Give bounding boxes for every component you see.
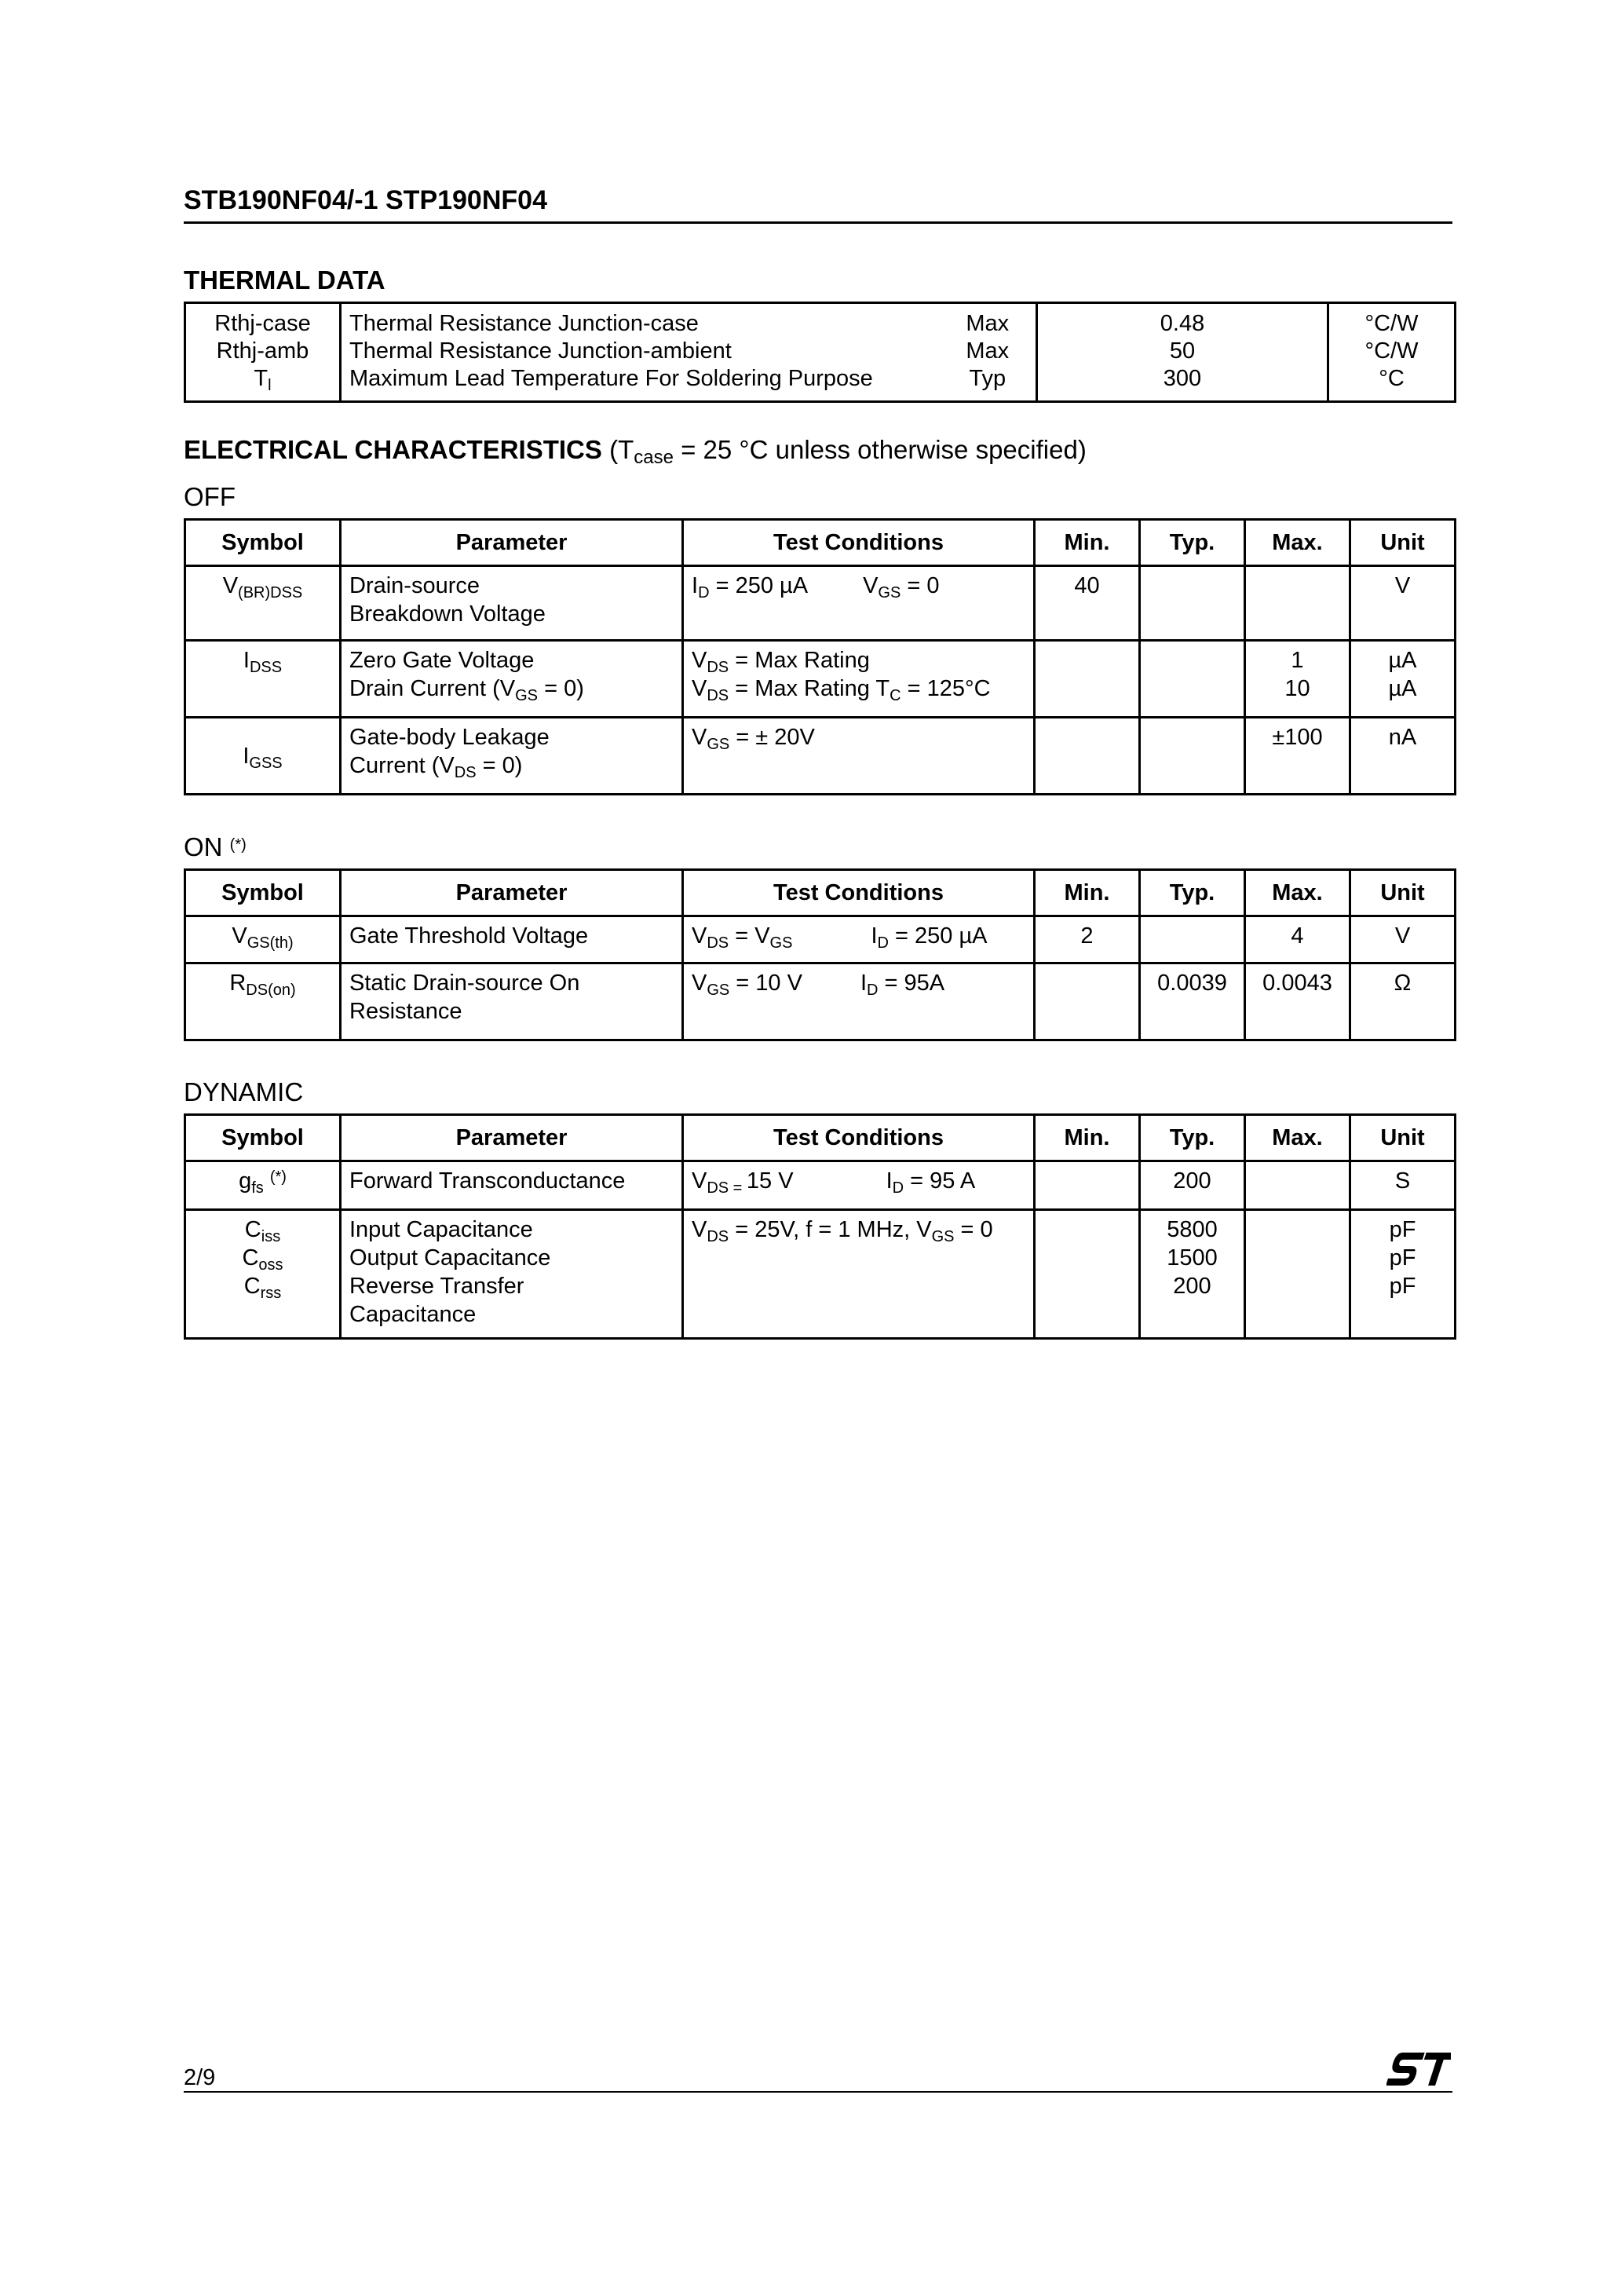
table-row [185,1161,1456,1210]
col-header-symbol: Symbol [185,520,341,566]
typ-cell: 200 [1140,1161,1245,1210]
table-row [185,718,1456,795]
unit-cell: °C [1379,366,1405,391]
document-title: STB190NF04/-1 STP190NF04 [184,185,547,215]
symbol-cell: Rthj-case [214,311,311,336]
test-conditions-cell: $I_D = 250$ µA $V_{GS} = 0$ [683,566,1035,641]
col-header-unit: Unit [1350,520,1456,566]
max-cell: ±100 [1245,718,1350,795]
table-header-row [185,870,1456,916]
col-header-symbol: Symbol [185,870,341,916]
test-conditions-cell: $V_{GS} = 10$ V $I_D = 95A$ [683,963,1035,1040]
param-cell: Thermal Resistance Junction-case [349,311,699,336]
thermal-qualifiers [940,303,1037,402]
page-number: 2/9 [184,2065,216,2090]
symbol-cell: Rthj-amb [216,338,309,364]
param-cell: Thermal Resistance Junction-ambient [349,338,732,364]
col-header-min: Min. [1035,520,1140,566]
typ-cell [1140,566,1245,641]
thermal-symbols [185,303,341,402]
symbol-cell: $R_{DS(on)}$ [185,963,341,1040]
table-row [185,1210,1456,1339]
typ-cell: 0.0039 [1140,963,1245,1040]
thermal-table [184,302,1456,403]
symbol-cell: $T_l$ [254,366,272,394]
max-cell: 0.0043 [1245,963,1350,1040]
col-header-parameter: Parameter [341,1115,683,1161]
col-header-max: Max. [1245,520,1350,566]
test-conditions-cell: $V_{GS}$ = ± 20V [683,718,1035,795]
col-header-test-conditions: Test Conditions [683,520,1035,566]
unit-cell: Ω [1350,963,1456,1040]
col-header-typ: Typ. [1140,870,1245,916]
typ-cell [1140,641,1245,718]
min-cell [1035,718,1140,795]
test-conditions-cell: $V_{DS} = V_{GS}$ $I_D = 250$ µA [683,916,1035,963]
off-table [184,518,1456,795]
dynamic-table [184,1113,1456,1340]
thermal-values [1037,303,1328,402]
unit-cell: °C/W [1364,311,1419,336]
min-cell [1035,1161,1140,1210]
table-row [185,641,1456,718]
table-row [185,303,1456,402]
value-cell: 300 [1163,366,1202,391]
st-logo-icon [1386,2049,1451,2089]
symbol-cell: $g_{fs}$ (*) [185,1161,341,1210]
col-header-parameter: Parameter [341,870,683,916]
max-cell [1245,566,1350,641]
value-cell: 0.48 [1160,311,1205,336]
col-header-symbol: Symbol [185,1115,341,1161]
col-header-unit: Unit [1350,1115,1456,1161]
typ-cell [1140,718,1245,795]
parameter-cell: Zero Gate Voltage Drain Current $(V_{GS} = 0)$ [341,641,683,718]
dynamic-section-title: DYNAMIC [184,1077,304,1106]
unit-cell: V [1350,916,1456,963]
col-header-min: Min. [1035,1115,1140,1161]
min-cell: 2 [1035,916,1140,963]
col-header-typ: Typ. [1140,1115,1245,1161]
typ-cell: 5800 1500 200 [1140,1210,1245,1339]
qualifier-cell: Max [966,338,1010,364]
table-row [185,963,1456,1040]
qualifier-cell: Typ [969,366,1006,391]
min-cell: 40 [1035,566,1140,641]
col-header-test-conditions: Test Conditions [683,870,1035,916]
col-header-min: Min. [1035,870,1140,916]
min-cell [1035,1210,1140,1339]
thermal-units [1328,303,1456,402]
symbol-cell: $V_{(BR)DSS}$ [185,566,341,641]
qualifier-cell: Max [966,311,1010,336]
table-header-row [185,520,1456,566]
col-header-max: Max. [1245,1115,1350,1161]
test-conditions-cell: $V_{DS =}$ 15 V $I_D = 95$ A [683,1161,1035,1210]
col-header-test-conditions: Test Conditions [683,1115,1035,1161]
unit-cell: µA µA [1350,641,1456,718]
col-header-unit: Unit [1350,870,1456,916]
typ-cell [1140,916,1245,963]
min-cell [1035,963,1140,1040]
electrical-title: ELECTRICAL CHARACTERISTICS ($T_{case} = 25$ °C unless otherwise specified) [184,435,1087,468]
min-cell [1035,641,1140,718]
col-header-max: Max. [1245,870,1350,916]
on-section-title: ON (*) [184,832,247,861]
thermal-data-title: THERMAL DATA [184,265,385,294]
footer-divider [184,2091,1452,2093]
header-divider [184,221,1452,224]
parameter-cell: Drain-source Breakdown Voltage [341,566,683,641]
col-header-parameter: Parameter [341,520,683,566]
off-section-title: OFF [184,482,236,511]
table-row [185,916,1456,963]
col-header-typ: Typ. [1140,520,1245,566]
parameter-cell: Gate-body Leakage Current $(V_{DS} = 0)$ [341,718,683,795]
thermal-params [341,303,940,402]
unit-cell: nA [1350,718,1456,795]
param-cell: Maximum Lead Temperature For Soldering Purpose [349,366,873,391]
symbol-cell: $C_{iss}$ $C_{oss}$ $C_{rss}$ [185,1210,341,1339]
test-conditions-cell: $V_{DS}$ = Max Rating $V_{DS}$ = Max Rating $T_C = 125^\circ C$ [683,641,1035,718]
symbol-cell: $I_{DSS}$ [185,641,341,718]
max-cell [1245,1161,1350,1210]
parameter-cell: Input Capacitance Output Capacitance Reverse Transfer Capacitance [341,1210,683,1339]
on-table [184,868,1456,1041]
max-cell: 1 10 [1245,641,1350,718]
parameter-cell: Static Drain-source On Resistance [341,963,683,1040]
test-conditions-cell: $V_{DS} = 25V$, f = 1 MHz, $V_{GS} = 0$ [683,1210,1035,1339]
max-cell: 4 [1245,916,1350,963]
symbol-cell: $I_{GSS}$ [185,718,341,795]
unit-cell: pF pF pF [1350,1210,1456,1339]
table-header-row [185,1115,1456,1161]
unit-cell: S [1350,1161,1456,1210]
table-row [185,566,1456,641]
symbol-cell: $V_{GS(th)}$ [185,916,341,963]
parameter-cell: Forward Transconductance [341,1161,683,1210]
unit-cell: °C/W [1364,338,1419,364]
value-cell: 50 [1169,338,1196,364]
unit-cell: V [1350,566,1456,641]
max-cell [1245,1210,1350,1339]
parameter-cell: Gate Threshold Voltage [341,916,683,963]
